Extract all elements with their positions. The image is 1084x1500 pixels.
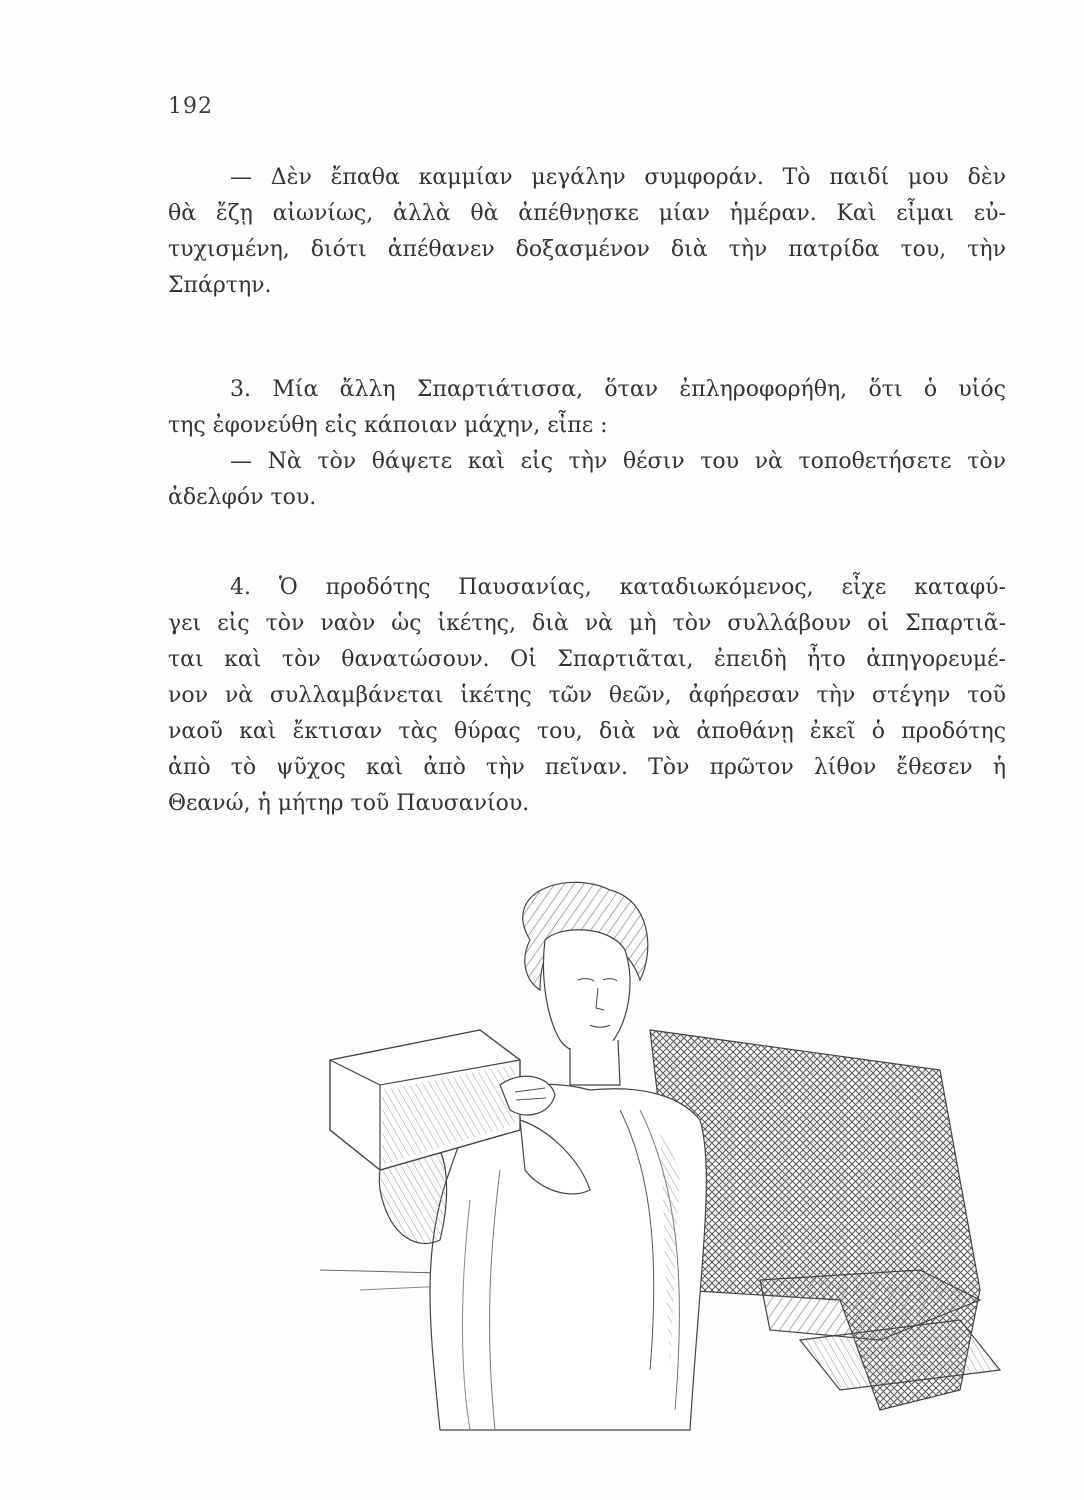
page-number: 192 [168, 94, 213, 119]
text-line: ἀπὸ τὸ ψῦχος καὶ ἀπὸ τὴν πεῖναν. Τὸν πρῶτον λίθον ἔθεσεν ἡ [168, 755, 1006, 780]
text-line: 4. Ὁ προδότης Παυσανίας, καταδιωκόμενος, εἶχε καταφύ- [230, 575, 1006, 600]
text-line: θὰ ἔζῃ αἰωνίως, ἀλλὰ θὰ ἀπέθνῃσκε μίαν ἡμέραν. Καὶ εἶμαι εὐ- [168, 201, 1006, 226]
paragraph-2 [168, 372, 1006, 516]
paragraph-1 [168, 160, 1006, 304]
text-line: — Δὲν ἔπαθα καμμίαν μεγάλην συμφοράν. Τὸ παιδί μου δὲν [230, 165, 1006, 190]
text-line: Σπάρτην. [168, 273, 272, 298]
text-line: τυχισμένη, διότι ἀπέθανεν δοξασμένον διὰ τὴν πατρίδα του, τὴν [168, 237, 1006, 262]
text-line: νον νὰ συλλαμβάνεται ἱκέτης τῶν θεῶν, ἀφήρεσαν τὴν στέγην τοῦ [168, 683, 1006, 708]
text-line: της ἐφονεύθη εἰς κάποιαν μάχην, εἶπε : [168, 413, 608, 438]
text-line: 3. Μία ἄλλη Σπαρτιάτισσα, ὅταν ἐπληροφορήθη, ὅτι ὁ υἱός [230, 377, 1006, 402]
text-line: — Νὰ τὸν θάψετε καὶ εἰς τὴν θέσιν του νὰ τοποθετήσετε τὸν [230, 449, 1006, 474]
text-line: ἀδελφόν του. [168, 485, 317, 510]
text-line: ται καὶ τὸν θανατώσουν. Οἱ Σπαρτιᾶται, ἐπειδὴ ἦτο ἀπηγορευμέ- [168, 647, 1006, 672]
paragraph-3 [168, 570, 1006, 822]
text-line: ναοῦ καὶ ἔκτισαν τὰς θύρας του, διὰ νὰ ἀποθάνῃ ἐκεῖ ὁ προδότης [168, 719, 1006, 744]
text-line: Θεανώ, ἡ μήτηρ τοῦ Παυσανίου. [168, 791, 530, 816]
text-line: γει εἰς τὸν ναὸν ὡς ἱκέτης, διὰ νὰ μὴ τὸν συλλάβουν οἱ Σπαρτιᾶ- [168, 611, 1006, 636]
woman-placing-stone-illustration [320, 870, 1020, 1490]
